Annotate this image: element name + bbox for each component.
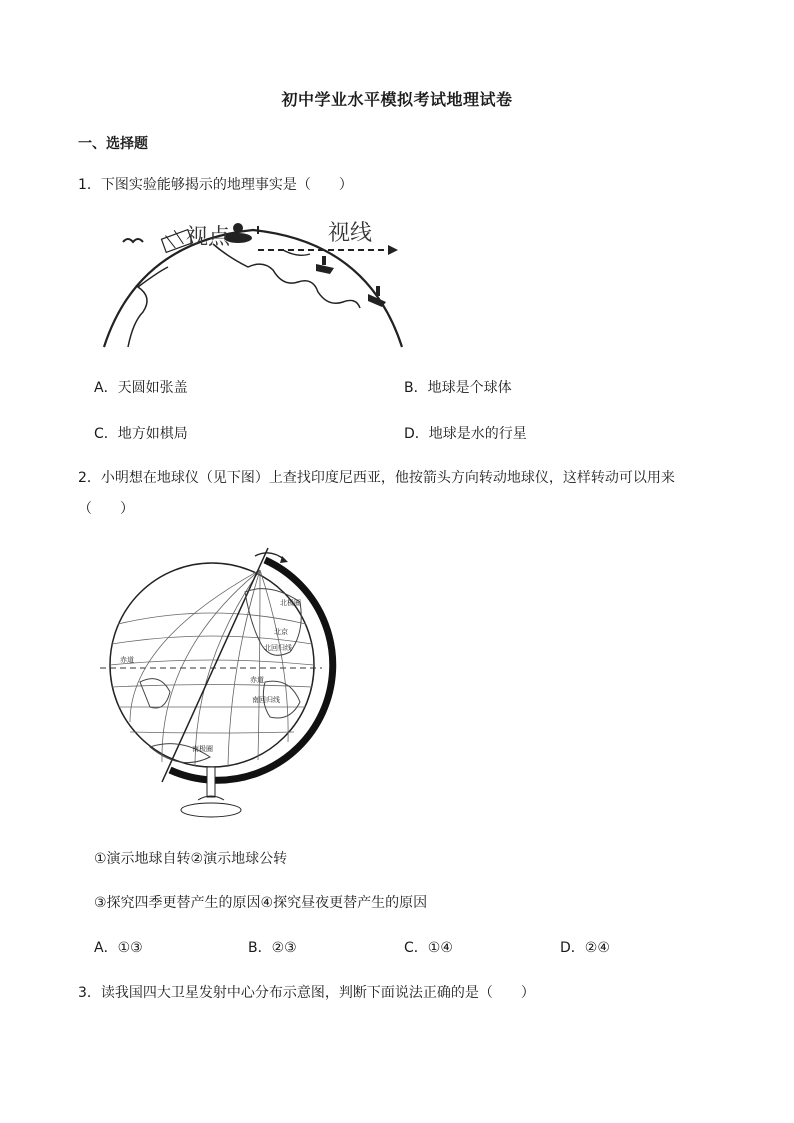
coastline-middle [213,244,360,308]
question-2-text-line2: （ ） [78,501,134,517]
ship-icon-1 [316,256,334,274]
question-1-text: 1．下图实验能够揭示的地理事实是（ ） [78,177,353,193]
coastline-small [283,250,310,255]
section-heading: 一、选择题 [78,136,148,152]
globe-figure [100,542,340,820]
q2-option-a[interactable]: A．①③ [94,940,143,956]
label-tropic-capricorn: 南回归线 [252,696,280,704]
statement-line-1: ①演示地球自转②演示地球公转 [94,851,288,867]
viewpoint-label: 视点 [186,225,231,250]
earth-arc [104,230,402,347]
label-equator: 赤道 [120,656,134,664]
statement-line-2: ③探究四季更替产生的原因④探究昼夜更替产生的原因 [94,895,428,911]
q1-option-b[interactable]: B．地球是个球体 [404,380,512,396]
q1-option-a[interactable]: A．天圆如张盖 [94,380,188,396]
label-north-polar: 北极圈 [280,599,301,607]
label-tropic-cancer: 北回归线 [264,644,292,652]
q1-option-c[interactable]: C．地方如棋局 [94,426,188,442]
q2-option-b[interactable]: B．②③ [248,940,297,956]
label-beijing: 北京 [274,628,288,636]
q2-option-c[interactable]: C．①④ [404,940,453,956]
label-equator-right: 赤道 [250,676,264,684]
q2-option-d[interactable]: D．②④ [560,940,610,956]
q1-option-d[interactable]: D．地球是水的行星 [404,426,527,442]
sightline-label: 视线 [328,221,373,246]
question-2-text-line1: 2．小明想在地球仪（见下图）上查找印度尼西亚，他按箭头方向转动地球仪，这样转动可以用来 [78,470,675,486]
earth-curvature-figure [98,212,408,352]
label-south-polar: 南极圈 [192,745,213,753]
page-title: 初中学业水平模拟考试地理试卷 [281,90,513,109]
bird-icon [123,239,143,242]
coastline-left [128,267,168,347]
arrow-head-icon [388,245,398,255]
question-3-text: 3．读我国四大卫星发射中心分布示意图，判断下面说法正确的是（ ） [78,985,535,1001]
